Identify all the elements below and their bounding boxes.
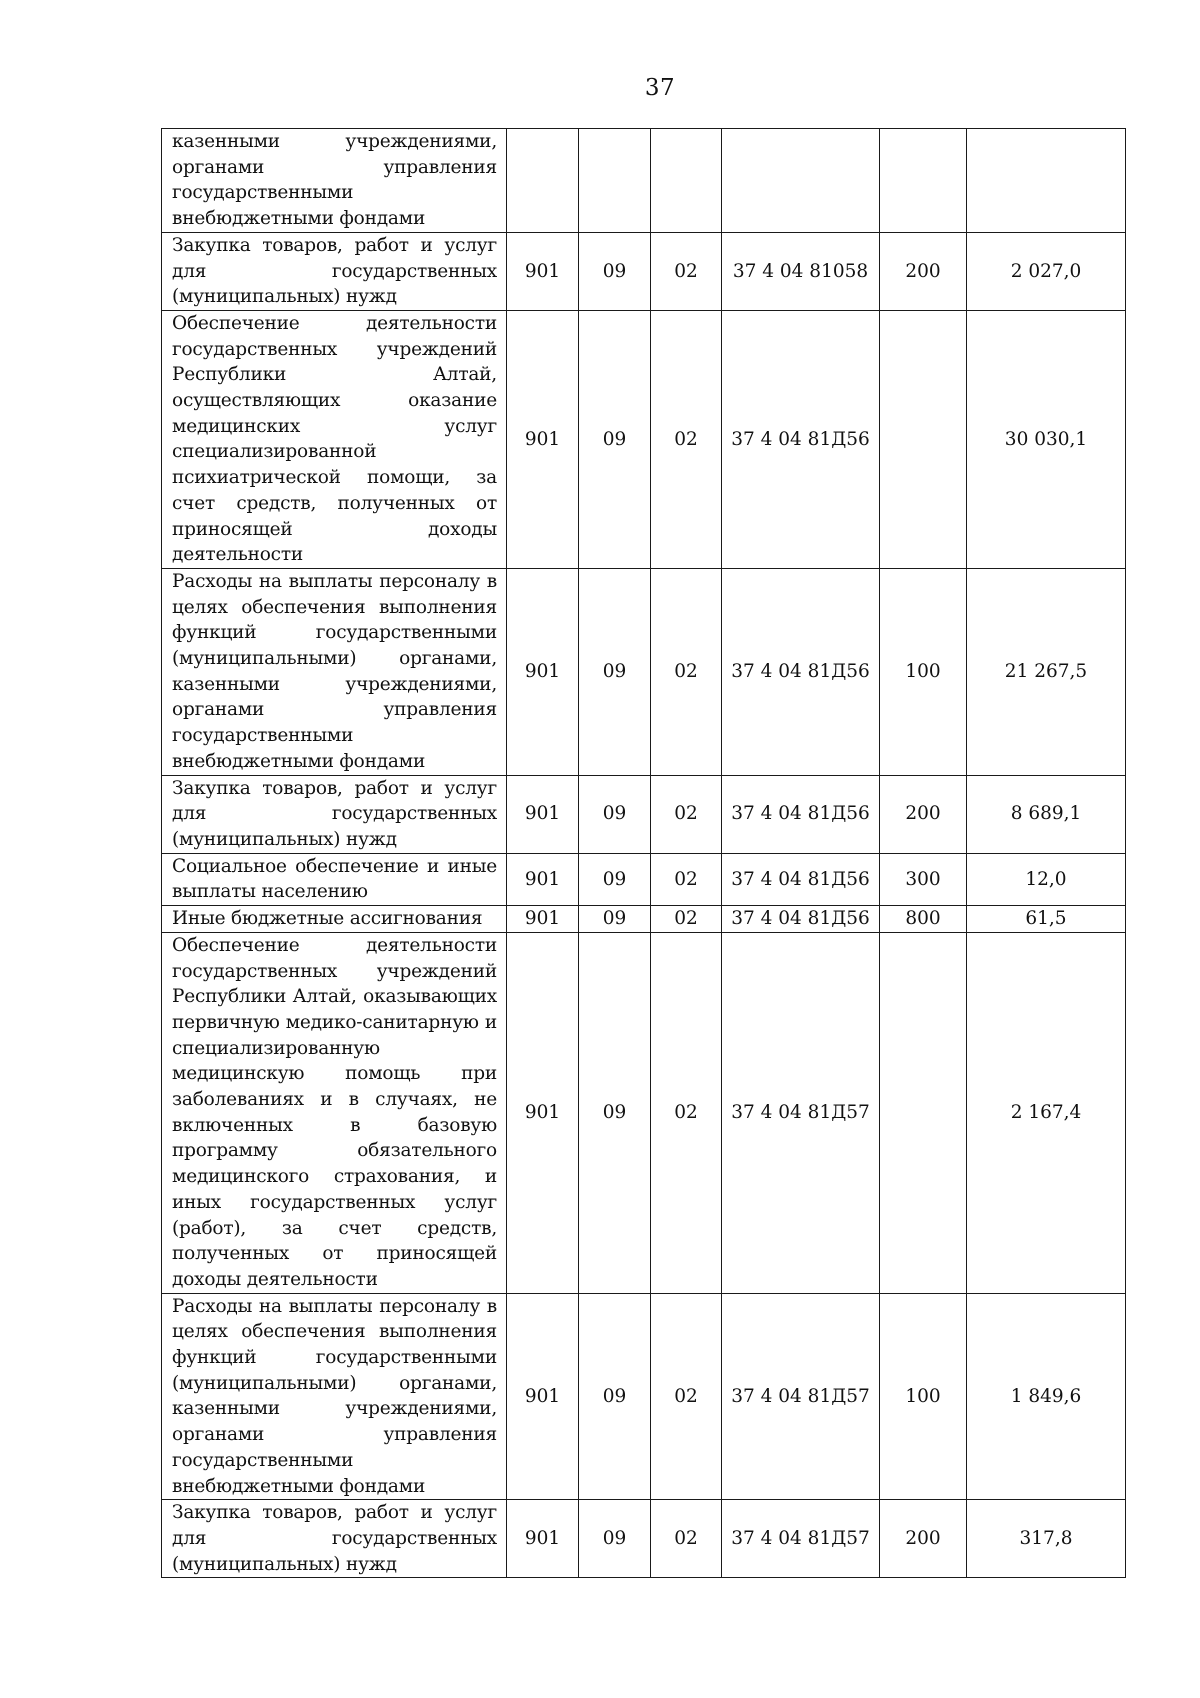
budget-table xyxy=(161,128,1126,1578)
cell-subsection xyxy=(651,129,722,233)
table-row xyxy=(162,568,1126,775)
cell-subsection: 02 xyxy=(651,568,722,775)
cell-sum: 2 027,0 xyxy=(967,232,1126,310)
cell-sum: 317,8 xyxy=(967,1500,1126,1578)
row-description: казенными учреждениями, органами управления государственными внебюджетными фондами xyxy=(162,129,507,233)
cell-target-article: 37 4 04 81Д56 xyxy=(722,775,880,853)
table-row xyxy=(162,232,1126,310)
cell-target-article: 37 4 04 81Д57 xyxy=(722,1293,880,1500)
cell-target-article xyxy=(722,129,880,233)
cell-subsection: 02 xyxy=(651,932,722,1293)
cell-target-article: 37 4 04 81Д56 xyxy=(722,568,880,775)
cell-expense-type: 300 xyxy=(880,853,967,905)
cell-sum: 8 689,1 xyxy=(967,775,1126,853)
cell-expense-type xyxy=(880,310,967,568)
row-description: Закупка товаров, работ и услуг для государственных (муниципальных) нужд xyxy=(162,232,507,310)
cell-expense-type: 100 xyxy=(880,568,967,775)
cell-target-article: 37 4 04 81Д57 xyxy=(722,1500,880,1578)
cell-section: 09 xyxy=(579,853,651,905)
cell-section: 09 xyxy=(579,932,651,1293)
cell-target-article: 37 4 04 81058 xyxy=(722,232,880,310)
cell-sum: 21 267,5 xyxy=(967,568,1126,775)
cell-section xyxy=(579,129,651,233)
cell-section: 09 xyxy=(579,568,651,775)
cell-expense-type: 200 xyxy=(880,775,967,853)
cell-grbs: 901 xyxy=(507,1293,579,1500)
row-description: Закупка товаров, работ и услуг для государственных (муниципальных) нужд xyxy=(162,775,507,853)
cell-expense-type xyxy=(880,129,967,233)
table-row xyxy=(162,906,1126,933)
cell-sum xyxy=(967,129,1126,233)
cell-target-article: 37 4 04 81Д56 xyxy=(722,906,880,933)
row-description: Иные бюджетные ассигнования xyxy=(162,906,507,933)
cell-grbs: 901 xyxy=(507,932,579,1293)
cell-subsection: 02 xyxy=(651,1500,722,1578)
cell-subsection: 02 xyxy=(651,232,722,310)
cell-sum: 1 849,6 xyxy=(967,1293,1126,1500)
cell-expense-type xyxy=(880,932,967,1293)
cell-section: 09 xyxy=(579,1500,651,1578)
cell-grbs: 901 xyxy=(507,310,579,568)
cell-section: 09 xyxy=(579,232,651,310)
cell-grbs: 901 xyxy=(507,775,579,853)
cell-grbs: 901 xyxy=(507,853,579,905)
cell-target-article: 37 4 04 81Д56 xyxy=(722,853,880,905)
table-row xyxy=(162,310,1126,568)
cell-target-article: 37 4 04 81Д57 xyxy=(722,932,880,1293)
cell-grbs: 901 xyxy=(507,568,579,775)
table-row xyxy=(162,775,1126,853)
row-description: Расходы на выплаты персоналу в целях обеспечения выполнения функций государственными (муниципальными) органами, казенными учреждениями, органами управления государственными внебюджетными фондами xyxy=(162,568,507,775)
table-row xyxy=(162,129,1126,233)
cell-sum: 30 030,1 xyxy=(967,310,1126,568)
row-description: Расходы на выплаты персоналу в целях обеспечения выполнения функций государственными (муниципальными) органами, казенными учреждениями, органами управления государственными внебюджетными фондами xyxy=(162,1293,507,1500)
cell-section: 09 xyxy=(579,775,651,853)
row-description: Обеспечение деятельности государственных учреждений Республики Алтай, оказывающих первичную медико-санитарную и специализированную медицинскую помощь при заболеваниях и в случаях, не включенных в базовую программу обязательного медицинского страхования, и иных государственных услуг (работ), за счет средств, полученных от приносящей доходы деятельности xyxy=(162,932,507,1293)
cell-section: 09 xyxy=(579,1293,651,1500)
page-number: 37 xyxy=(644,75,676,101)
cell-subsection: 02 xyxy=(651,310,722,568)
row-description: Закупка товаров, работ и услуг для государственных (муниципальных) нужд xyxy=(162,1500,507,1578)
table-row xyxy=(162,932,1126,1293)
cell-target-article: 37 4 04 81Д56 xyxy=(722,310,880,568)
cell-grbs: 901 xyxy=(507,906,579,933)
cell-subsection: 02 xyxy=(651,1293,722,1500)
cell-grbs xyxy=(507,129,579,233)
cell-subsection: 02 xyxy=(651,853,722,905)
cell-sum: 2 167,4 xyxy=(967,932,1126,1293)
cell-sum: 61,5 xyxy=(967,906,1126,933)
cell-subsection: 02 xyxy=(651,775,722,853)
cell-expense-type: 200 xyxy=(880,232,967,310)
cell-grbs: 901 xyxy=(507,1500,579,1578)
row-description: Социальное обеспечение и иные выплаты населению xyxy=(162,853,507,905)
cell-sum: 12,0 xyxy=(967,853,1126,905)
cell-section: 09 xyxy=(579,906,651,933)
row-description: Обеспечение деятельности государственных учреждений Республики Алтай, осуществляющих оказание медицинских услуг специализированной психиатрической помощи, за счет средств, полученных от приносящей доходы деятельности xyxy=(162,310,507,568)
table-row xyxy=(162,1293,1126,1500)
cell-section: 09 xyxy=(579,310,651,568)
cell-subsection: 02 xyxy=(651,906,722,933)
cell-grbs: 901 xyxy=(507,232,579,310)
table-row xyxy=(162,1500,1126,1578)
cell-expense-type: 200 xyxy=(880,1500,967,1578)
table-row xyxy=(162,853,1126,905)
cell-expense-type: 800 xyxy=(880,906,967,933)
cell-expense-type: 100 xyxy=(880,1293,967,1500)
